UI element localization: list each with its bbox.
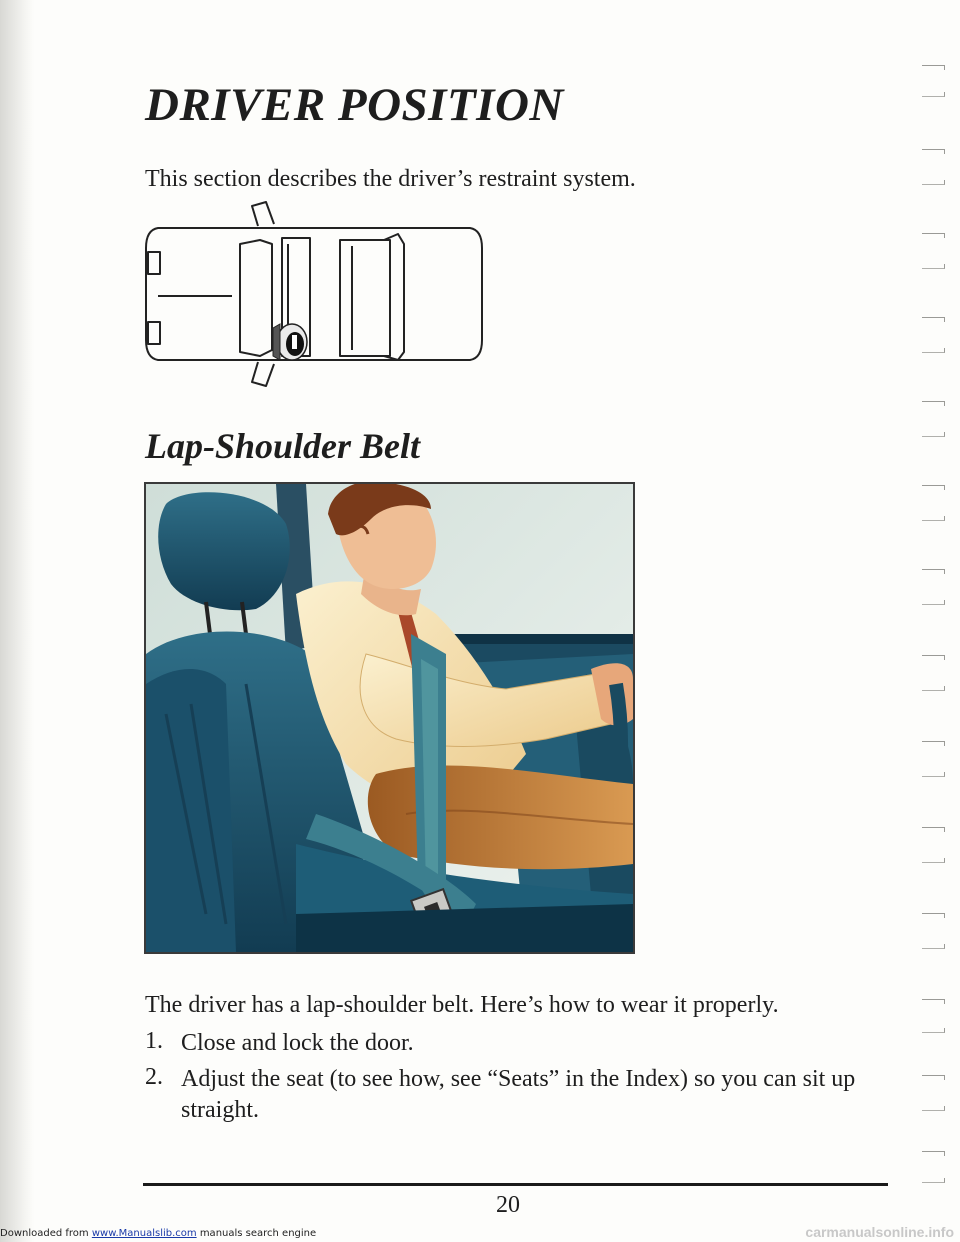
footer-prefix: Downloaded from (0, 1228, 92, 1239)
page-number: 20 (496, 1192, 520, 1218)
tab-mark (918, 822, 948, 836)
tab-mark (918, 180, 948, 194)
download-footer (0, 1228, 316, 1239)
tab-mark (918, 312, 948, 326)
section-subtitle: Lap-Shoulder Belt (145, 426, 421, 466)
tab-mark (918, 60, 948, 74)
tab-mark (918, 600, 948, 614)
step-number: 2. (145, 1064, 163, 1090)
step-number: 1. (145, 1028, 163, 1054)
tab-mark (918, 994, 948, 1008)
tab-mark (918, 516, 948, 530)
tab-mark (918, 650, 948, 664)
tab-mark (918, 1070, 948, 1084)
tab-mark (918, 858, 948, 872)
tab-mark (918, 736, 948, 750)
tab-mark (918, 564, 948, 578)
manualslib-link[interactable]: www.Manualslib.com (91, 1228, 197, 1239)
tab-mark (918, 92, 948, 106)
tab-mark (918, 944, 948, 958)
index-tab-marks (918, 60, 954, 1200)
tab-mark (918, 228, 948, 242)
tab-mark (918, 264, 948, 278)
tab-mark (918, 1106, 948, 1120)
tab-mark (918, 348, 948, 362)
watermark: carmanualsonline.info (805, 1224, 954, 1240)
tab-mark (918, 1178, 948, 1192)
step-text: Close and lock the door. (181, 1030, 414, 1056)
car-top-view-diagram (140, 200, 485, 390)
footer-suffix: manuals search engine (196, 1228, 317, 1239)
driver-seatbelt-illustration (144, 482, 635, 954)
step-text: Adjust the seat (to see how, see “Seats” in the Index) so you can sit up straight. (181, 1066, 856, 1123)
tab-mark (918, 772, 948, 786)
footer-rule (143, 1183, 888, 1186)
tab-mark (918, 480, 948, 494)
tab-mark (918, 686, 948, 700)
tab-mark (918, 908, 948, 922)
page-binding-shadow (0, 0, 34, 1242)
tab-mark (918, 1028, 948, 1042)
tab-mark (918, 144, 948, 158)
tab-mark (918, 396, 948, 410)
page-title: DRIVER POSITION (145, 79, 564, 131)
tab-mark (918, 1146, 948, 1160)
body-text: The driver has a lap-shoulder belt. Here’s how to wear it properly. (145, 992, 779, 1018)
intro-text: This section describes the driver’s restraint system. (145, 166, 636, 192)
tab-mark (918, 432, 948, 446)
